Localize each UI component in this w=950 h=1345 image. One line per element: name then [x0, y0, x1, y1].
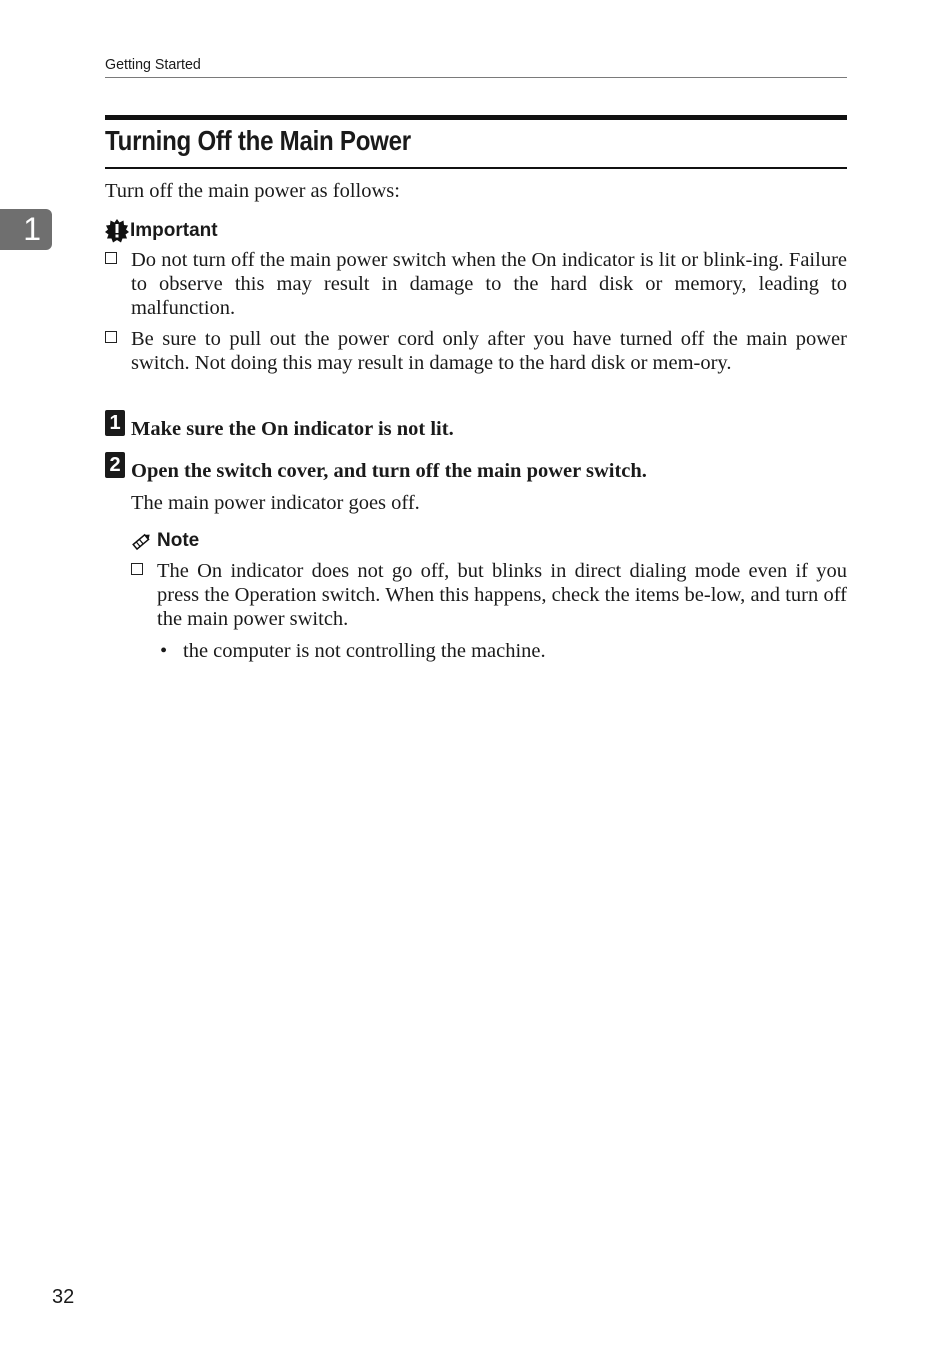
note-subitem: • the computer is not controlling the machine. — [160, 640, 546, 662]
page-title: Turning Off the Main Power — [105, 125, 411, 156]
intro-text: Turn off the main power as follows: — [105, 180, 400, 202]
important-label: Important — [130, 220, 218, 241]
checkbox-bullet-icon — [105, 331, 117, 343]
step-instruction: Make sure the On indicator is not lit. — [131, 418, 454, 440]
title-bottom-rule — [105, 167, 847, 169]
important-list — [131, 248, 847, 375]
checkbox-bullet-icon — [105, 252, 117, 264]
note-label: Note — [157, 530, 200, 551]
step-result: The main power indicator goes off. — [131, 492, 420, 514]
step-number-badge: 1 — [105, 410, 125, 436]
note-item: The On indicator does not go off, but blinks in direct dialing mode even if you press the Operation switch. When this happens, check the items be-low, and turn off the main power switch. — [157, 559, 847, 631]
important-item: Do not turn off the main power switch when the On indicator is lit or blink-ing. Failure to observe this may result in damage to the hard disk or memory, leading to malfunction. — [131, 248, 847, 320]
important-heading — [105, 219, 218, 243]
pencil-icon — [131, 530, 153, 552]
step-instruction: Open the switch cover, and turn off the main power switch. — [131, 460, 647, 482]
checkbox-bullet-icon — [131, 563, 143, 575]
header-rule — [105, 77, 847, 78]
step-number-badge: 2 — [105, 452, 125, 478]
note-list — [157, 559, 847, 631]
note-sublist — [160, 639, 847, 663]
dot-bullet-icon: • — [160, 640, 168, 662]
title-top-rule — [105, 115, 847, 120]
important-icon — [105, 219, 129, 243]
page-number: 32 — [52, 1286, 75, 1308]
running-header: Getting Started — [105, 56, 201, 73]
chapter-tab: 1 — [0, 209, 52, 250]
note-heading — [131, 530, 199, 552]
important-item: Be sure to pull out the power cord only after you have turned off the main power switch. Not doing this may result in damage to the hard disk or mem-ory. — [131, 327, 847, 375]
